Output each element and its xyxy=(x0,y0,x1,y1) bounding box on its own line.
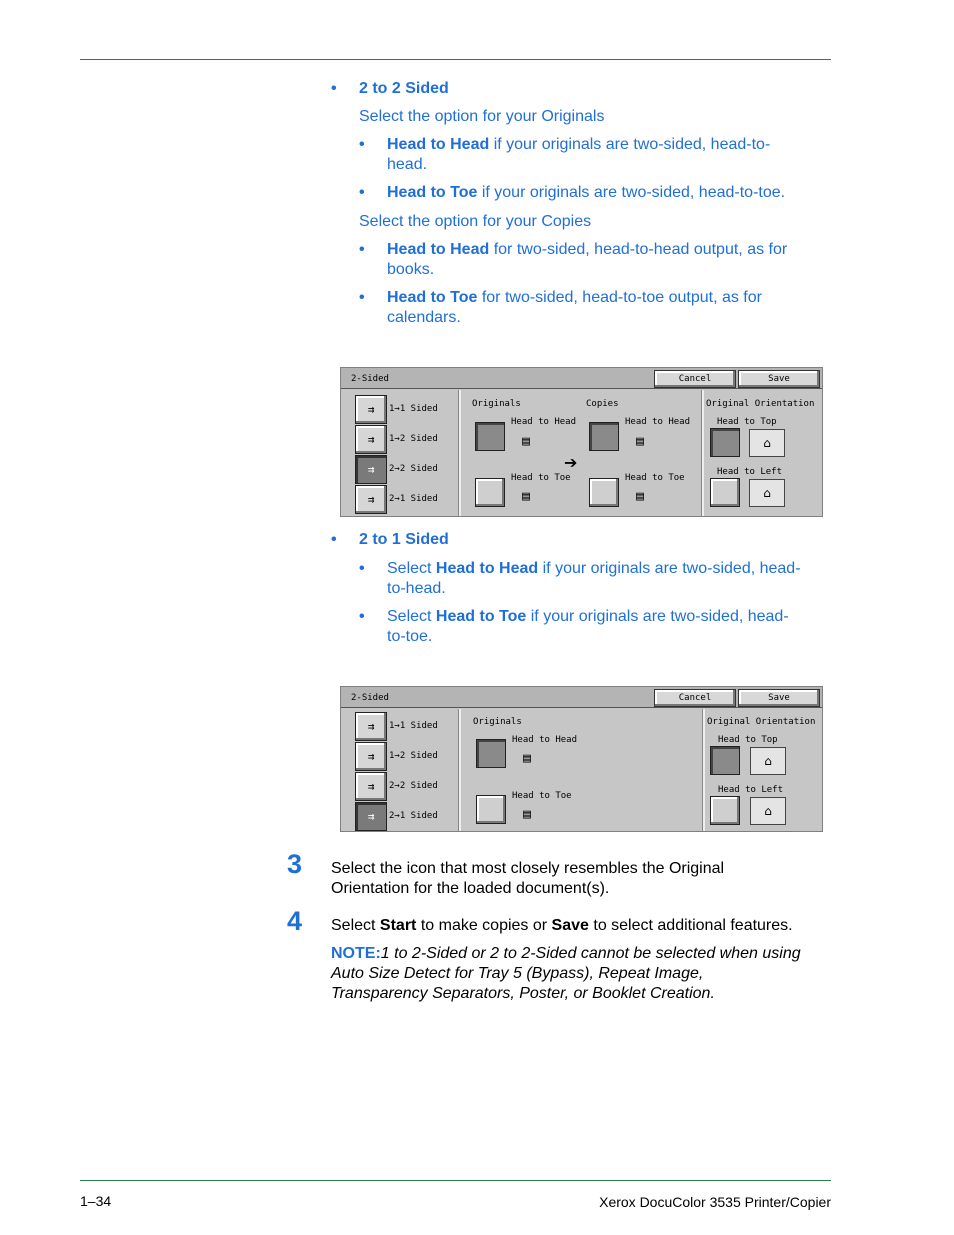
head-to-top-label: Head to Top xyxy=(718,735,778,745)
heading-2to2: 2 to 2 Sided xyxy=(359,80,449,97)
2to1-h2t-text2: to-toe. xyxy=(387,628,433,645)
panel-divider xyxy=(458,390,461,516)
2to1-h2t-text: if your originals are two-sided, head- xyxy=(526,608,789,625)
note-line3: Transparency Separators, Poster, or Booklet Creation. xyxy=(331,985,715,1002)
step4-text xyxy=(331,916,851,936)
panel-title-bar xyxy=(341,687,822,708)
head-to-top-button[interactable] xyxy=(710,428,740,457)
head-to-top-label: Head to Top xyxy=(717,417,777,427)
orig-h2h-text: if your originals are two-sided, head-to- xyxy=(489,136,771,153)
copy-h2h-text2: books. xyxy=(387,261,435,278)
bullet: • xyxy=(359,608,365,625)
save-button[interactable]: Save xyxy=(738,370,820,388)
orig-head-to-toe-button[interactable] xyxy=(476,795,506,824)
copy-head-to-toe-button[interactable] xyxy=(589,478,619,507)
page-number: 1–34 xyxy=(80,1193,112,1209)
mode-2to2-button[interactable]: ⇉ xyxy=(355,772,387,801)
2to1-h2t-bold: Head to Toe xyxy=(435,608,527,625)
note-label: NOTE: xyxy=(331,945,381,962)
orig-h2t-text: if your originals are two-sided, head-to-toe. xyxy=(477,184,786,201)
note-line2: Auto Size Detect for Tray 5 (Bypass), Repeat Image, xyxy=(331,965,704,982)
step4-pre: Select xyxy=(331,917,380,934)
2to1-h2t-pre: Select xyxy=(387,608,436,625)
2to1-h2h-bold: Head to Head xyxy=(435,560,539,577)
copy-h2t-label: Head to Toe xyxy=(625,473,685,483)
panel-title: 2-Sided xyxy=(351,693,389,703)
bullet: • xyxy=(359,136,365,153)
bullet: • xyxy=(359,241,365,258)
copy-h2t-text: for two-sided, head-to-toe output, as for xyxy=(477,289,762,306)
mode-2to2-button[interactable]: ⇉ xyxy=(355,455,387,484)
head-to-top-button[interactable] xyxy=(710,746,740,775)
orig-h2h-item xyxy=(387,135,827,175)
mode-1to1-button[interactable]: ⇉ xyxy=(355,395,387,424)
mode-1to1-label: 1→1 Sided xyxy=(389,721,438,731)
document-icon: ▤ xyxy=(636,434,644,449)
step3-text xyxy=(331,859,831,899)
panel-divider xyxy=(701,390,704,516)
document-icon: ▤ xyxy=(523,807,531,822)
bottom-rule xyxy=(80,1180,831,1181)
orig-h2h-label: Head to Head xyxy=(511,417,577,427)
copy-h2t-bold: Head to Toe xyxy=(387,289,478,306)
house-upright-icon: ⌂ xyxy=(749,429,785,457)
mode-1to2-label: 1→2 Sided xyxy=(389,434,438,444)
bullet: • xyxy=(331,80,337,97)
2to1-h2h-item xyxy=(387,559,837,599)
mode-2to1-button[interactable]: ⇉ xyxy=(355,802,387,831)
two-sided-panel-2to2 xyxy=(340,367,823,517)
originals-intro: Select the option for your Originals xyxy=(359,108,605,125)
orientation-header: Original Orientation xyxy=(707,717,816,727)
orig-head-to-head-button[interactable] xyxy=(475,422,505,451)
arrow-right-icon: ➔ xyxy=(564,453,578,472)
step3-line2: Orientation for the loaded document(s). xyxy=(331,880,610,897)
heading-2to1: 2 to 1 Sided xyxy=(359,531,449,548)
orig-h2t-label: Head to Toe xyxy=(511,473,571,483)
step-number-3: 3 xyxy=(287,849,303,879)
orig-h2h-bold: Head to Head xyxy=(387,136,490,153)
mode-2to2-label: 2→2 Sided xyxy=(389,464,438,474)
document-icon: ▤ xyxy=(523,751,531,766)
house-rotated-icon: ⌂ xyxy=(750,797,786,825)
panel-title: 2-Sided xyxy=(351,374,389,384)
copy-head-to-head-button[interactable] xyxy=(589,422,619,451)
mode-2to1-label: 2→1 Sided xyxy=(389,494,438,504)
bullet: • xyxy=(359,560,365,577)
head-to-left-label: Head to Left xyxy=(718,785,784,795)
mode-2to1-button[interactable]: ⇉ xyxy=(355,485,387,514)
bullet: • xyxy=(331,531,337,548)
document-icon: ▤ xyxy=(522,489,530,504)
document-icon: ▤ xyxy=(522,434,530,449)
step3-line1: Select the icon that most closely resembles the Original xyxy=(331,860,725,877)
mode-1to2-button[interactable]: ⇉ xyxy=(355,742,387,771)
product-name: Xerox DocuColor 3535 Printer/Copier xyxy=(599,1194,831,1210)
mode-1to2-label: 1→2 Sided xyxy=(389,751,438,761)
note xyxy=(331,944,851,1004)
save-button[interactable]: Save xyxy=(738,689,820,707)
orig-h2t-bold: Head to Toe xyxy=(387,184,478,201)
bullet: • xyxy=(359,289,365,306)
orig-h2h-label: Head to Head xyxy=(512,735,578,745)
orientation-header: Original Orientation xyxy=(706,399,815,409)
panel-title-bar xyxy=(341,368,822,389)
copies-header: Copies xyxy=(586,399,619,409)
copy-h2h-text: for two-sided, head-to-head output, as for xyxy=(489,241,788,258)
2to1-h2t-item xyxy=(387,607,837,647)
mode-2to1-label: 2→1 Sided xyxy=(389,811,438,821)
orig-head-to-head-button[interactable] xyxy=(476,739,506,768)
orig-h2t-item xyxy=(387,183,827,203)
cancel-button[interactable]: Cancel xyxy=(654,370,736,388)
step4-post: to select additional features. xyxy=(588,917,793,934)
originals-header: Originals xyxy=(473,717,522,727)
mode-2to2-label: 2→2 Sided xyxy=(389,781,438,791)
top-rule xyxy=(80,59,831,60)
panel-divider xyxy=(458,709,461,831)
note-line1: 1 to 2-Sided or 2 to 2-Sided cannot be selected when using xyxy=(380,945,801,962)
head-to-left-label: Head to Left xyxy=(717,467,783,477)
step4-start: Start xyxy=(379,917,417,934)
step4-mid: to make copies or xyxy=(416,917,552,934)
panel-divider xyxy=(702,709,705,831)
mode-1to2-button[interactable]: ⇉ xyxy=(355,425,387,454)
cancel-button[interactable]: Cancel xyxy=(654,689,736,707)
two-sided-panel-2to1 xyxy=(340,686,823,832)
orig-h2h-text2: head. xyxy=(387,156,428,173)
orig-head-to-toe-button[interactable] xyxy=(475,478,505,507)
2to1-h2h-pre: Select xyxy=(387,560,436,577)
head-to-left-button[interactable] xyxy=(710,478,740,507)
house-rotated-icon: ⌂ xyxy=(749,479,785,507)
step4-save: Save xyxy=(551,917,589,934)
copy-h2h-item xyxy=(387,240,827,280)
orig-h2t-label: Head to Toe xyxy=(512,791,572,801)
copy-h2h-bold: Head to Head xyxy=(387,241,490,258)
copy-h2t-text2: calendars. xyxy=(387,309,461,326)
copy-h2t-item xyxy=(387,288,827,328)
step-number-4: 4 xyxy=(287,906,303,936)
bullet: • xyxy=(359,184,365,201)
mode-1to1-button[interactable]: ⇉ xyxy=(355,712,387,741)
2to1-h2h-text: if your originals are two-sided, head- xyxy=(538,560,801,577)
head-to-left-button[interactable] xyxy=(710,796,740,825)
2to1-h2h-text2: to-head. xyxy=(387,580,446,597)
copies-intro: Select the option for your Copies xyxy=(359,213,592,230)
mode-1to1-label: 1→1 Sided xyxy=(389,404,438,414)
document-icon: ▤ xyxy=(636,489,644,504)
house-upright-icon: ⌂ xyxy=(750,747,786,775)
originals-header: Originals xyxy=(472,399,521,409)
copy-h2h-label: Head to Head xyxy=(625,417,691,427)
